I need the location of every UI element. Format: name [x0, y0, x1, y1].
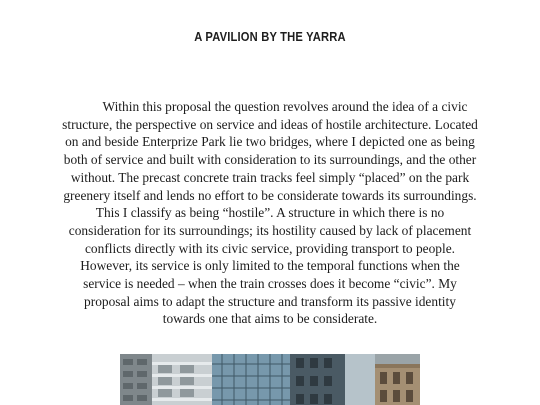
city-building-photo [120, 354, 420, 405]
city-building-photo-image [120, 354, 420, 405]
body-paragraph: Within this proposal the question revolves around the idea of a civic structure, the perspective on service and ideas of hostile architecture. Located on and beside Enterprize Park lie two bridges, where I depicted one as being both of service and built with consideration to its surroundings, and the other without. The precast concrete train tracks feel simply “placed” on the park greenery itself and lends no effort to be considerate towards its surroundings. This I classify as being “hostile”. A structure in which there is no consideration for its surroundings; its hostility caused by lack of placement conflicts directly with its civic service, providing transport to people. However, its service is only limited to the temporal functions when the service is needed – when the train crosses does it become “civic”. My proposal aims to adapt the structure and transform its passive identity towards one that aims to be considerate. [62, 99, 478, 327]
page-title: A PAVILION BY THE YARRA [194, 29, 346, 44]
